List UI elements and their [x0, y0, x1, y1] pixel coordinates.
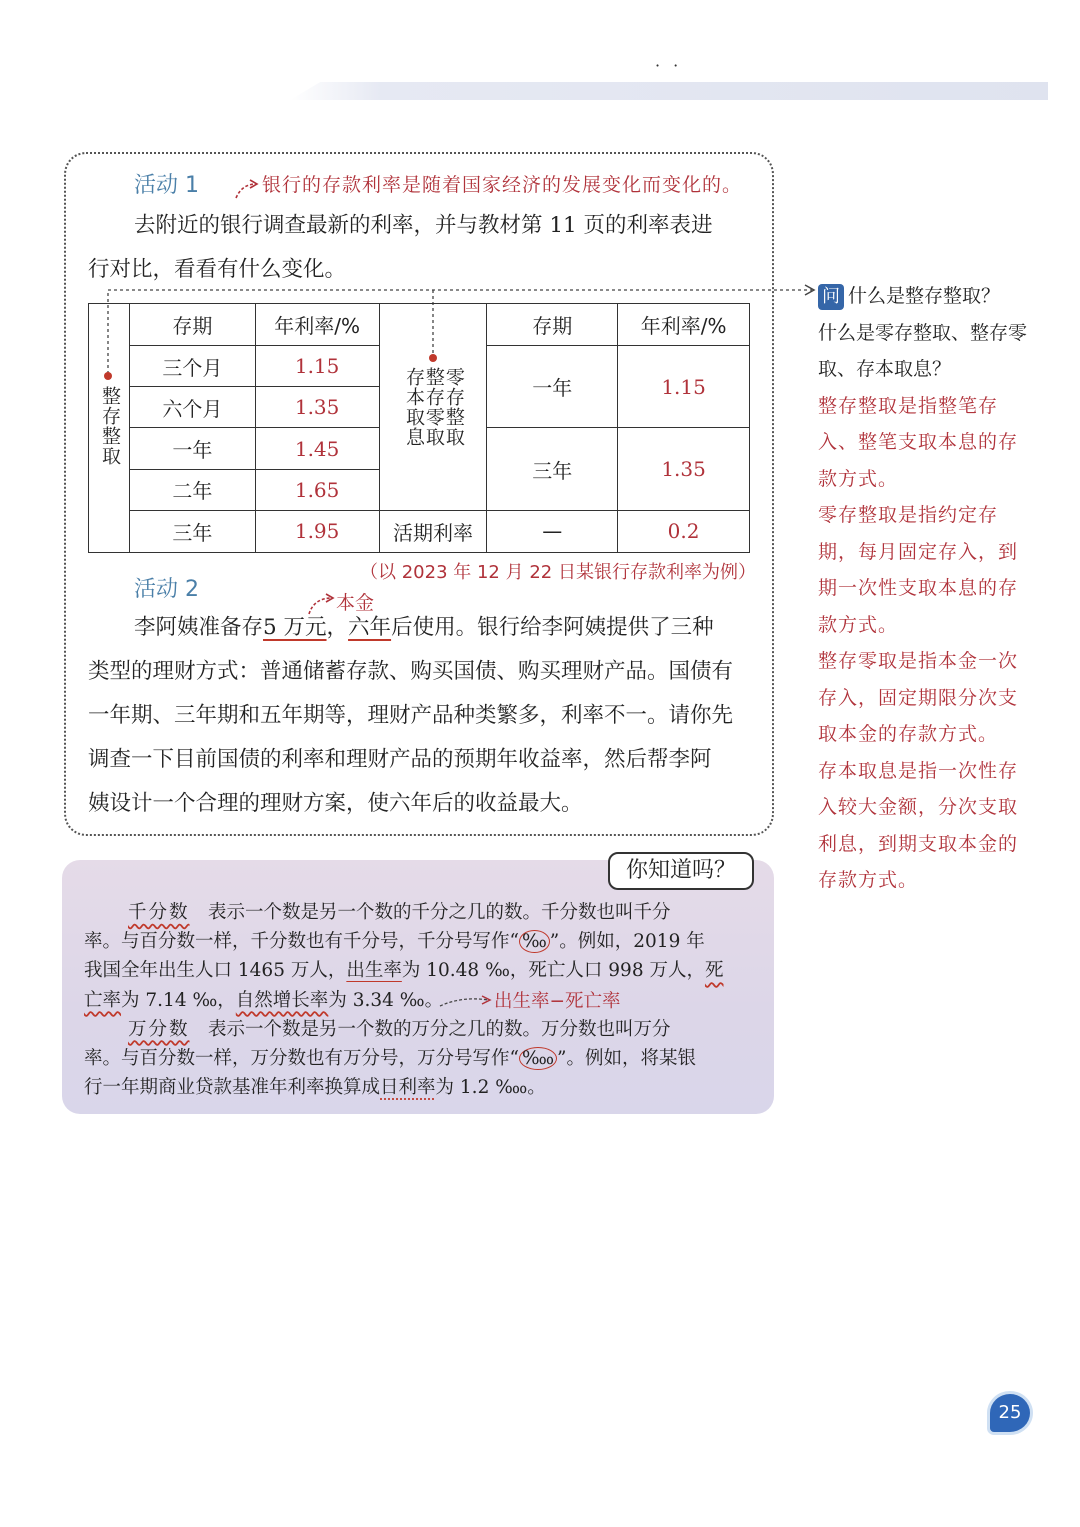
term-perten: 万分数	[128, 1018, 190, 1040]
growth-rate-note: 出生率−死亡率	[494, 991, 621, 1012]
perten-text-f: 为 1.2 ‱。	[435, 1077, 546, 1099]
activity2-line5: 姨设计一个合理的理财方案，使六年后的收益最大。	[88, 791, 583, 816]
header-term: 存期	[129, 304, 255, 346]
header-rate: 年利率/%	[255, 304, 379, 346]
table-cell: 一年	[129, 428, 255, 469]
question-icon: 问	[818, 284, 844, 310]
permille-symbol: ‰	[519, 930, 550, 953]
table-cell: 三年	[129, 510, 255, 552]
permille-text-a: 表示一个数是另一个数的千分之几的数。千分数也叫千分	[189, 902, 671, 923]
demand-label: 活期利率	[379, 510, 487, 552]
header-dots: · ·	[655, 56, 683, 75]
activity2-line1	[134, 606, 796, 650]
permille-text-k: 为 3.34 ‰。	[328, 989, 444, 1011]
perten-text-b: 率。与百分数一样，万分数也有万分号，万分号写作“	[84, 1048, 519, 1070]
sidebar-answer-3: 整存零取是指本金一次存入，固定期限分次支取本金的存款方式。	[818, 650, 1019, 745]
sidebar-qa	[818, 278, 1028, 899]
permille-text-b: 率。与百分数一样，千分数也有千分号，千分号写作“	[84, 931, 519, 953]
daily-rate: 日利率	[380, 1077, 436, 1099]
demand-term: —	[487, 510, 618, 552]
header-term-2: 存期	[487, 304, 618, 346]
permille-text-c: ”。例如，2019 年	[549, 931, 705, 953]
activity1-label: 活动 1	[134, 173, 199, 198]
permille-text-d: 我国全年出生人口 1465 万人，	[84, 960, 347, 982]
sidebar-question-1	[818, 278, 1028, 315]
table-cell: 三年	[487, 428, 618, 510]
natural-growth-rate: 自然增长率	[235, 989, 329, 1011]
birth-rate: 出生率	[346, 960, 402, 982]
death-rate-b: 亡率	[84, 989, 122, 1011]
perten-text-d: 行一年期商业贷款基准年利率换算成	[84, 1077, 381, 1099]
group2-label: 零存整取 整存零取 存本取息	[402, 366, 465, 447]
table-cell: 二年	[129, 469, 255, 510]
term-permille: 千分数	[128, 902, 190, 923]
table-cell: 1.35	[618, 428, 750, 510]
table-cell: 1.15	[618, 346, 750, 428]
demand-rate: 0.2	[618, 510, 750, 552]
activity1-note: 银行的存款利率是随着国家经济的发展变化而变化的。	[262, 174, 743, 196]
note-arrow-icon	[234, 178, 260, 200]
page-number: 25	[990, 1394, 1030, 1432]
header-banner	[290, 82, 1048, 100]
sidebar-answer-4: 存本取息是指一次性存入较大金额，分次支取利息，到期支取本金的存款方式。	[818, 759, 1019, 891]
table-cell: 六个月	[129, 387, 255, 428]
note-arrow-icon	[438, 994, 494, 1010]
did-you-know-title: 你知道吗？	[608, 852, 754, 890]
permille-text-f: 为 10.48 ‰，死亡人口 998 万人，	[401, 960, 705, 982]
perten-text-a: 表示一个数是另一个数的万分之几的数。万分数也叫万分	[189, 1018, 671, 1040]
table-cell: 一年	[487, 346, 618, 428]
table-cell: 三个月	[129, 346, 255, 387]
sidebar-answer-1: 整存整取是指整笔存入、整笔支取本息的存款方式。	[818, 394, 1019, 490]
table-cell: 1.35	[255, 387, 379, 428]
perten-text-c: ”。例如，将某银	[557, 1048, 697, 1070]
activity2-line1-a: 李阿姨准备存	[134, 615, 264, 640]
table-caption: （以 2023 年 12 月 22 日某银行存款利率为例）	[360, 562, 756, 583]
activity2-line1-c: ，	[326, 615, 349, 640]
activity1-text-line2: 行对比，看看有什么变化。	[88, 257, 347, 282]
permille-text-i: 为 7.14 ‰，	[121, 989, 236, 1011]
group1-label-cell	[89, 304, 130, 553]
activity2-amount: 5 万元	[263, 615, 327, 640]
activity1-text-line1: 去附近的银行调查最新的利率，并与教材第 11 页的利率表进	[134, 213, 713, 238]
activity2-years: 六年	[348, 615, 392, 640]
death-rate-a: 死	[704, 960, 724, 982]
group1-label: 整存整取	[98, 385, 121, 466]
group2-label-cell	[379, 304, 487, 511]
sidebar-answer-2: 零存整取是指约定存期，每月固定存入，到期一次性支取本息的存款方式。	[818, 504, 1019, 636]
perten-symbol: ‱	[519, 1047, 557, 1070]
activity2-label: 活动 2	[134, 577, 199, 602]
activity2-line2: 类型的理财方式：普通储蓄存款、购买国债、购买理财产品。国债有	[88, 659, 734, 684]
sidebar-q1-text: 什么是整存整取？	[848, 285, 1001, 307]
activity2-line1-e: 后使用。银行给李阿姨提供了三种	[391, 615, 714, 640]
interest-rate-table	[88, 303, 750, 553]
table-cell: 1.95	[255, 510, 379, 552]
sidebar-question-2: 什么是零存整取、整存零取、存本取息？	[818, 321, 1028, 380]
activity2-note: 本金	[336, 592, 375, 614]
table-cell: 1.15	[255, 346, 379, 387]
activity2-line4: 调查一下目前国债的利率和理财产品的预期年收益率，然后帮李阿	[88, 747, 712, 772]
activity2-line3: 一年期、三年期和五年期等，理财产品种类繁多，利率不一。请你先	[88, 703, 734, 728]
permille-paragraph	[84, 898, 754, 1102]
table-cell: 1.65	[255, 469, 379, 510]
table-cell: 1.45	[255, 428, 379, 469]
header-rate-2: 年利率/%	[618, 304, 750, 346]
